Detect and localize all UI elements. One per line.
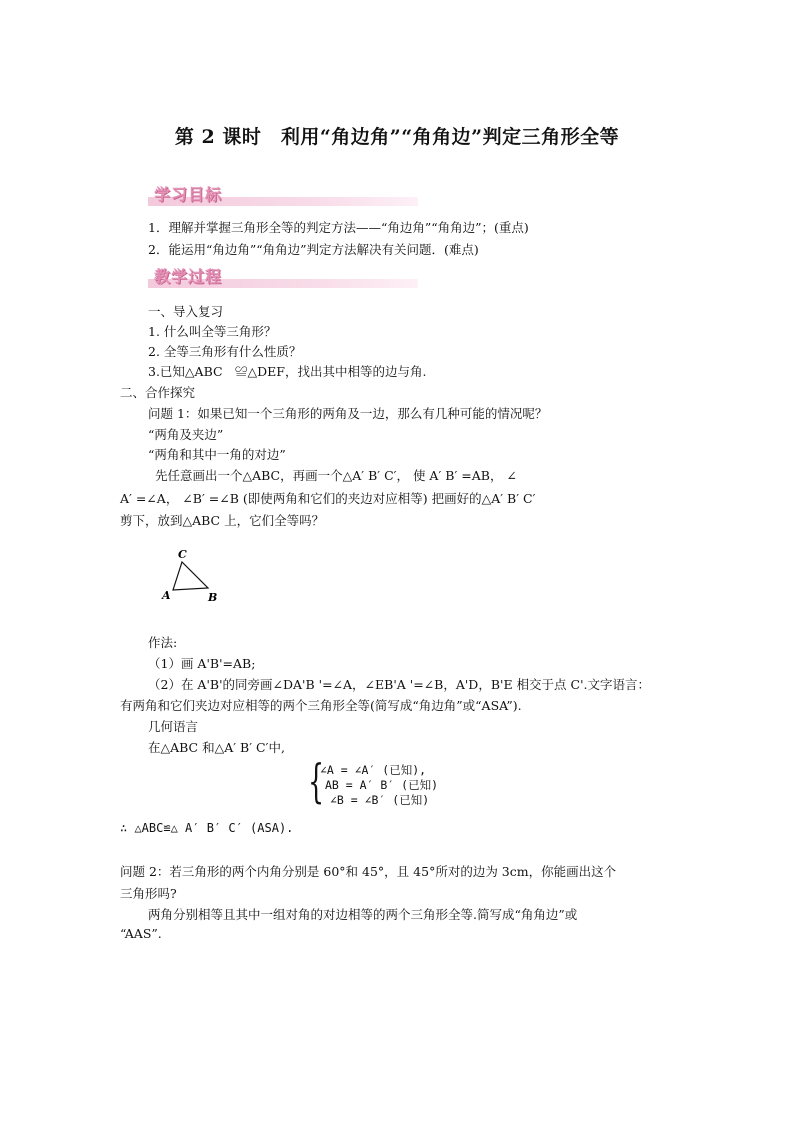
label-c: C [178,548,187,561]
method-step-1: （1）画 A'B'=AB; [148,656,256,671]
aas-line-2: “AAS”. [120,926,162,941]
banner-label: 学习目标 [154,185,223,204]
goal-item-2: 2．能运用“角边角”“角角边”判定方法解决有关问题．(难点) [148,242,479,257]
system-line-1: ∠A = ∠A′ (已知), [320,763,427,777]
label-a: A [162,589,171,602]
paragraph-line-1: 先任意画出一个△ABC，再画一个△A′ B′ C′， 使 A′ B′ =AB， ∠ [155,468,517,483]
page-title: 第 2 课时 利用“角边角”“角角边”判定三角形全等 [174,126,620,148]
paragraph-line-2: A′ =∠A， ∠B′ =∠B (即使两角和它们的夹边对应相等) 把画好的△A′ B′ C′ [120,491,536,506]
review-question-1: 1. 什么叫全等三角形？ [148,324,277,339]
review-question-3: 3.已知△ABC ≌△DEF，找出其中相等的边与角. [148,364,427,379]
section-banner-process [148,264,418,290]
method-heading: 作法: [148,635,178,650]
section-banner-goals [148,182,418,208]
triangle-shape [173,562,208,590]
conclusion: ∴ △ABC≌△ A′ B′ C′ (ASA). [120,821,294,835]
system-line-2: AB = A′ B′ (已知) [325,778,439,792]
problem-2-line-2: 三角形吗? [120,886,177,901]
case-2: “两角和其中一角的对边” [148,447,286,462]
review-question-2: 2. 全等三角形有什么性质？ [148,344,302,359]
explore-heading: 二、合作探究 [120,385,196,400]
problem-1: 问题 1：如果已知一个三角形的两角及一边，那么有几种可能的情况呢？ [148,406,548,421]
banner-label: 教学过程 [154,267,223,286]
geometry-heading: 几何语言 [148,719,199,734]
method-step-2-line-1: （2）在 A'B'的同旁画∠DA'B '=∠A，∠EB'A '=∠B，A'D，B'E 相交于点 C'.文字语言： [148,677,650,692]
problem-2-line-1: 问题 2：若三角形的两个内角分别是 60°和 45°，且 45°所对的边为 3cm，你能画出这个 [120,864,617,879]
case-1: “两角及夹边” [148,427,224,442]
label-b: B [208,591,218,604]
paragraph-line-3: 剪下，放到△ABC 上，它们全等吗？ [120,513,325,528]
system-line-3: ∠B = ∠B′ (已知) [330,793,430,807]
system-brace: { [308,754,325,808]
triangle-figure [156,544,226,606]
aas-line-1: 两角分别相等且其中一组对角的对边相等的两个三角形全等.简写成“角角边”或 [148,907,578,922]
method-step-2-line-2: 有两角和它们夹边对应相等的两个三角形全等(简写成“角边角”或“ASA”). [120,698,522,713]
review-heading: 一、导入复习 [148,304,224,319]
goal-item-1: 1．理解并掌握三角形全等的判定方法——“角边角”“角角边”；(重点) [148,220,529,235]
geometry-intro: 在△ABC 和△A′ B′ C′中, [148,740,285,755]
